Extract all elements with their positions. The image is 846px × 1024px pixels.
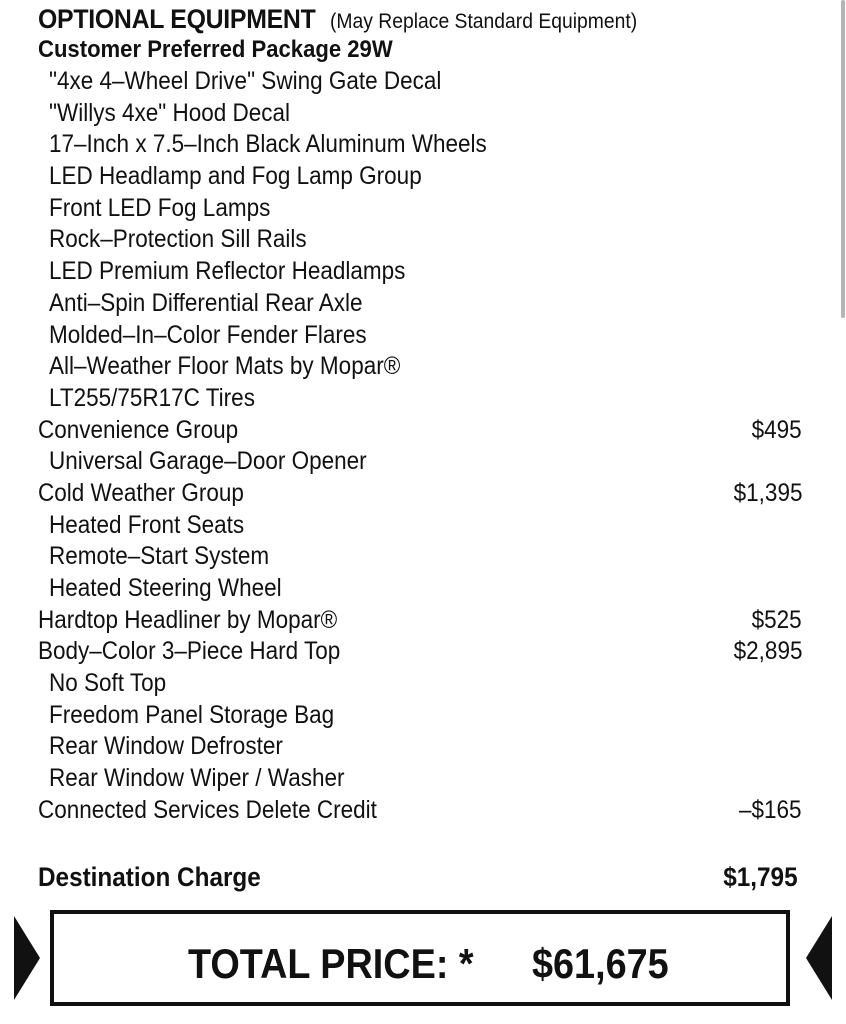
section-title: OPTIONAL EQUIPMENT [38, 4, 316, 34]
option-price: –$165 [739, 795, 802, 824]
feature-label: Freedom Panel Storage Bag [49, 700, 335, 729]
option-label: Connected Services Delete Credit [38, 795, 377, 824]
feature-label: Rear Window Wiper / Washer [49, 764, 345, 793]
feature-label: "Willys 4xe" Hood Decal [49, 98, 291, 127]
feature-label: Molded–In–Color Fender Flares [49, 320, 367, 349]
feature-label: "4xe 4–Wheel Drive" Swing Gate Decal [49, 67, 442, 95]
destination-label: Destination Charge [38, 862, 261, 892]
feature-label: Heated Steering Wheel [49, 574, 282, 602]
right-arrow-icon [806, 916, 832, 1000]
option-row [38, 605, 802, 637]
feature-label: LT255/75R17C Tires [49, 383, 255, 412]
option-label: Hardtop Headliner by Mopar® [38, 605, 338, 634]
total-price-value: $61,675 [532, 940, 669, 987]
total-price-label: TOTAL PRICE: * [188, 940, 474, 987]
feature-row [38, 731, 802, 763]
feature-row [38, 224, 802, 256]
option-row [38, 795, 802, 827]
feature-label: 17–Inch x 7.5–Inch Black Aluminum Wheels [49, 130, 487, 159]
feature-row [38, 98, 802, 130]
feature-row [38, 161, 802, 193]
package-title: Customer Preferred Package 29W [38, 36, 393, 63]
option-label: Cold Weather Group [38, 478, 244, 507]
feature-row [38, 193, 802, 225]
section-header [38, 4, 664, 35]
option-label: Body–Color 3–Piece Hard Top [38, 637, 341, 666]
feature-row [38, 383, 802, 415]
feature-label: LED Premium Reflector Headlamps [49, 257, 406, 286]
feature-label: All–Weather Floor Mats by Mopar® [49, 352, 401, 381]
feature-label: Front LED Fog Lamps [49, 193, 271, 222]
feature-row [38, 668, 802, 700]
feature-label: Universal Garage–Door Opener [49, 447, 367, 476]
option-price: $495 [751, 415, 802, 444]
destination-price: $1,795 [723, 862, 798, 892]
option-price: $525 [751, 605, 802, 634]
feature-row [38, 510, 802, 542]
feature-row [38, 351, 802, 383]
feature-label: Heated Front Seats [49, 510, 245, 539]
feature-row [38, 700, 802, 732]
destination-charge-row [38, 862, 798, 898]
option-price: $2,895 [733, 637, 802, 666]
option-label: Convenience Group [38, 415, 239, 444]
feature-label: Rock–Protection Sill Rails [49, 225, 307, 254]
feature-label: Anti–Spin Differential Rear Axle [49, 288, 363, 317]
feature-row [38, 446, 802, 478]
feature-label: No Soft Top [49, 669, 167, 698]
feature-row [38, 66, 802, 98]
feature-row [38, 320, 802, 352]
scrollbar[interactable] [840, 0, 846, 320]
option-price: $1,395 [733, 478, 802, 507]
feature-row [38, 573, 802, 605]
feature-row [38, 288, 802, 320]
left-arrow-icon [14, 916, 40, 1000]
feature-row [38, 541, 802, 573]
feature-label: LED Headlamp and Fog Lamp Group [49, 162, 422, 191]
feature-row [38, 256, 802, 288]
feature-row [38, 763, 802, 795]
option-row [38, 415, 802, 447]
equipment-list [38, 66, 802, 827]
scrollbar-thumb[interactable] [841, 0, 845, 318]
feature-label: Rear Window Defroster [49, 732, 283, 761]
feature-label: Remote–Start System [49, 542, 270, 571]
option-row [38, 478, 802, 510]
section-subtitle: (May Replace Standard Equipment) [330, 10, 638, 33]
feature-row [38, 129, 802, 161]
option-row [38, 636, 802, 668]
total-price-box [50, 910, 790, 1006]
